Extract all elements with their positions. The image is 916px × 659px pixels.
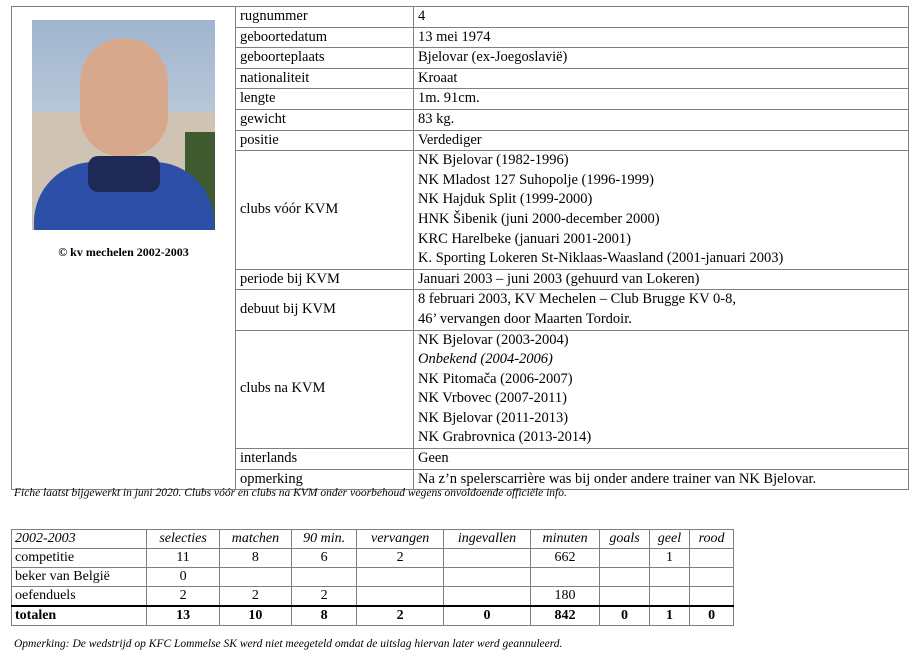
stats-row (12, 587, 734, 607)
stats-header-cell: ingevallen (444, 530, 531, 549)
photo-caption: © kv mechelen 2002-2003 (58, 245, 189, 259)
profile-value: Kroaat (414, 68, 909, 89)
stats-cell (444, 587, 531, 607)
profile-label: clubs vóór KVM (236, 151, 414, 270)
profile-label: opmerking (236, 469, 414, 490)
stats-cell: 842 (530, 606, 599, 626)
update-note: Fiche laatst bijgewerkt in juni 2020. Clubs vóór en clubs na KVM onder voorbehoud wegens onvoldoende officiële info. (14, 487, 567, 499)
profile-value: 8 februari 2003, KV Mechelen – Club Brugge KV 0-8, 46’ vervangen door Maarten Tordoir. (414, 290, 909, 330)
profile-label: positie (236, 130, 414, 151)
profile-value: Na z’n spelerscarrière was bij onder andere trainer van NK Bjelovar. (414, 469, 909, 490)
stats-cell (690, 568, 734, 587)
stats-header-cell: minuten (530, 530, 599, 549)
stats-row (12, 549, 734, 568)
profile-label: gewicht (236, 109, 414, 130)
club-entry: NK Mladost 127 Suhopolje (1996-1999) (418, 171, 655, 188)
stats-cell: 11 (147, 549, 219, 568)
profile-label: periode bij KVM (236, 269, 414, 290)
stats-cell: 10 (219, 606, 291, 626)
stats-header-cell: 90 min. (292, 530, 357, 549)
stats-header-cell: 2002-2003 (12, 530, 147, 549)
stats-cell (357, 568, 444, 587)
stats-cell (444, 568, 531, 587)
profile-label: geboorteplaats (236, 48, 414, 69)
stats-header-cell: matchen (219, 530, 291, 549)
club-entry: NK Bjelovar (1982-1996) (418, 152, 569, 169)
profile-value: Geen (414, 449, 909, 470)
stats-cell (219, 568, 291, 587)
stats-cell: oefenduels (12, 587, 147, 607)
stats-cell (292, 568, 357, 587)
stats-cell: 0 (147, 568, 219, 587)
club-entry: NK Pitomača (2006-2007) (418, 370, 573, 387)
profile-value: 13 mei 1974 (414, 27, 909, 48)
club-entry: NK Bjelovar (2003-2004) (418, 331, 569, 348)
stats-header-cell: selecties (147, 530, 219, 549)
profile-value (414, 151, 909, 270)
stats-cell (690, 587, 734, 607)
profile-value: Januari 2003 – juni 2003 (gehuurd van Lokeren) (414, 269, 909, 290)
stats-header-cell: vervangen (357, 530, 444, 549)
stats-cell: 2 (147, 587, 219, 607)
profile-value: 4 (414, 7, 909, 28)
photo-cell (12, 7, 236, 490)
profile-value (414, 330, 909, 449)
stats-cell: 0 (600, 606, 650, 626)
stats-cell: 8 (219, 549, 291, 568)
stats-cell: competitie (12, 549, 147, 568)
stats-cell (600, 568, 650, 587)
profile-label: interlands (236, 449, 414, 470)
player-profile-table (11, 6, 909, 490)
club-entry: K. Sporting Lokeren St-Niklaas-Waasland (2001-januari 2003) (418, 250, 784, 267)
stats-header-cell: geel (649, 530, 689, 549)
stats-cell: 13 (147, 606, 219, 626)
club-entry: Onbekend (2004-2006) (418, 351, 553, 368)
stats-cell: 0 (444, 606, 531, 626)
stats-cell (600, 587, 650, 607)
stats-header-row (12, 530, 734, 549)
stats-header-cell: rood (690, 530, 734, 549)
profile-label: debuut bij KVM (236, 290, 414, 330)
club-entry: KRC Harelbeke (januari 2001-2001) (418, 230, 632, 247)
stats-totals-row (12, 606, 734, 626)
profile-label: nationaliteit (236, 68, 414, 89)
stats-header-cell: goals (600, 530, 650, 549)
profile-label: rugnummer (236, 7, 414, 28)
profile-value: Verdediger (414, 130, 909, 151)
club-entry: NK Vrbovec (2007-2011) (418, 390, 567, 407)
profile-label: lengte (236, 89, 414, 110)
stats-cell (530, 568, 599, 587)
profile-label: clubs na KVM (236, 330, 414, 449)
club-entry: NK Grabrovnica (2013-2014) (418, 429, 592, 446)
stats-cell: 1 (649, 549, 689, 568)
club-entry: HNK Šibenik (juni 2000-december 2000) (418, 210, 660, 227)
stats-cell: 2 (292, 587, 357, 607)
stats-cell: 2 (357, 606, 444, 626)
player-photo (32, 20, 215, 230)
profile-row (12, 7, 909, 28)
stats-cell (690, 549, 734, 568)
club-entry: NK Bjelovar (2011-2013) (418, 409, 569, 426)
stats-cell: 662 (530, 549, 599, 568)
profile-value: 1m. 91cm. (414, 89, 909, 110)
stats-cell: 2 (357, 549, 444, 568)
stats-cell: 180 (530, 587, 599, 607)
stats-cell: 2 (219, 587, 291, 607)
stats-cell (600, 549, 650, 568)
stats-cell: 1 (649, 606, 689, 626)
season-stats-table (11, 529, 734, 626)
stats-cell (444, 549, 531, 568)
profile-label: geboortedatum (236, 27, 414, 48)
profile-value: Bjelovar (ex-Joegoslavië) (414, 48, 909, 69)
stats-cell: 8 (292, 606, 357, 626)
stats-cell (357, 587, 444, 607)
stats-cell: 0 (690, 606, 734, 626)
stats-cell: 6 (292, 549, 357, 568)
profile-value: 83 kg. (414, 109, 909, 130)
club-entry: NK Hajduk Split (1999-2000) (418, 191, 593, 208)
stats-cell: beker van België (12, 568, 147, 587)
footnote: Opmerking: De wedstrijd op KFC Lommelse SK werd niet meegeteld omdat de uitslag hiervan later werd geannuleerd. (14, 638, 563, 650)
stats-cell (649, 587, 689, 607)
stats-row (12, 568, 734, 587)
stats-cell: totalen (12, 606, 147, 626)
stats-cell (649, 568, 689, 587)
